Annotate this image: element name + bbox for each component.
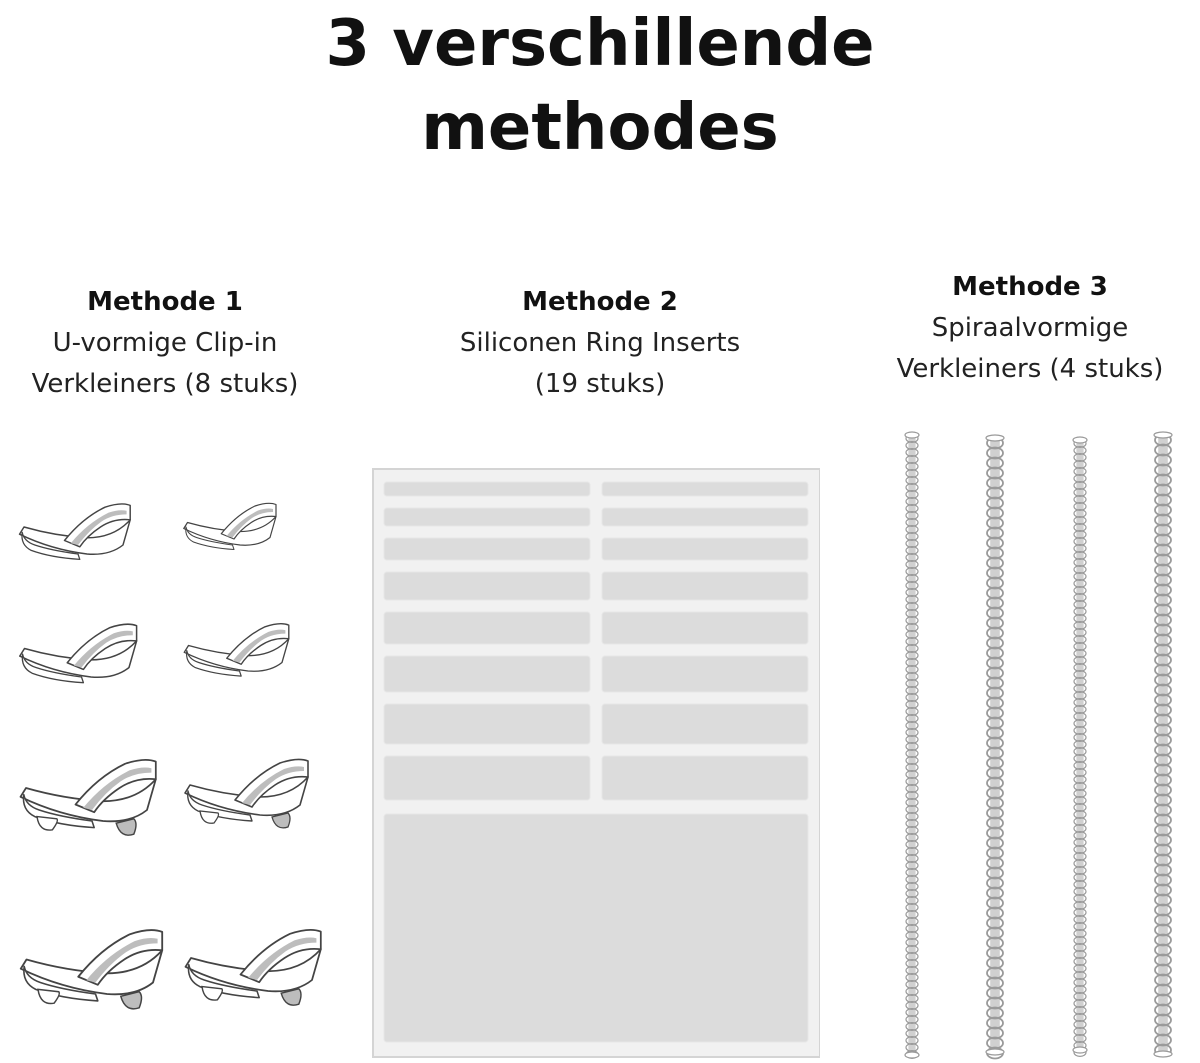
silicone-insert-strip — [602, 572, 808, 600]
silicone-insert-large-block — [384, 814, 808, 1042]
u-clip-icon — [21, 760, 156, 835]
spiral-coil-icon — [986, 435, 1004, 1059]
silicone-insert-strip — [602, 482, 808, 496]
method-1-caption — [0, 282, 330, 405]
page-title — [0, 2, 1200, 170]
silicone-insert-strip — [384, 756, 590, 800]
spiral-coil-icon — [905, 432, 919, 1058]
silicone-insert-strip — [384, 656, 590, 692]
silicone-inserts-drawing — [370, 466, 820, 1058]
method-2-heading: Methode 2 — [522, 287, 678, 317]
u-clip-icon — [20, 504, 131, 559]
u-shaped-clips-illustration — [0, 490, 330, 1060]
method-3-description-line-2: Verkleiners (4 stuks) — [896, 354, 1164, 384]
silicone-insert-strip — [384, 612, 590, 644]
method-1-description-line-1: U-vormige Clip-in — [52, 328, 278, 358]
silicone-insert-strip — [602, 756, 808, 800]
method-1-heading: Methode 1 — [87, 287, 243, 317]
silicone-insert-strip — [602, 704, 808, 744]
spiral-coils-drawing — [880, 430, 1200, 1060]
silicone-insert-strip — [602, 612, 808, 644]
method-3-caption — [860, 267, 1200, 390]
silicone-insert-strip — [384, 572, 590, 600]
method-2-description-line-2: (19 stuks) — [534, 369, 666, 399]
silicone-insert-strip — [602, 538, 808, 560]
silicone-insert-strip — [602, 508, 808, 526]
silicone-insert-strip — [384, 508, 590, 526]
u-shaped-clips-drawing — [0, 490, 330, 1060]
method-3-description-line-1: Spiraalvormige — [931, 313, 1129, 343]
silicone-inserts-sheet — [370, 466, 820, 1058]
spiral-coils-illustration — [880, 430, 1200, 1060]
method-1-description-line-2: Verkleiners (8 stuks) — [31, 369, 299, 399]
u-clip-icon — [185, 759, 308, 827]
page-title-line-1: 3 verschillende — [325, 7, 875, 81]
page-title-line-2: methodes — [421, 91, 779, 165]
spiral-coil-icon — [1073, 437, 1087, 1056]
u-clip-icon — [184, 503, 276, 549]
u-clip-icon — [184, 624, 289, 676]
u-clip-icon — [186, 930, 321, 1005]
silicone-insert-strip — [602, 656, 808, 692]
method-3-heading: Methode 3 — [952, 272, 1108, 302]
u-clip-icon — [20, 624, 137, 683]
spiral-coil-icon — [1154, 432, 1172, 1057]
silicone-insert-strip — [384, 482, 590, 496]
method-2-description-line-1: Siliconen Ring Inserts — [459, 328, 741, 358]
u-clip-icon — [21, 930, 162, 1009]
method-2-caption — [420, 282, 780, 405]
silicone-insert-strip — [384, 538, 590, 560]
silicone-insert-strip — [384, 704, 590, 744]
